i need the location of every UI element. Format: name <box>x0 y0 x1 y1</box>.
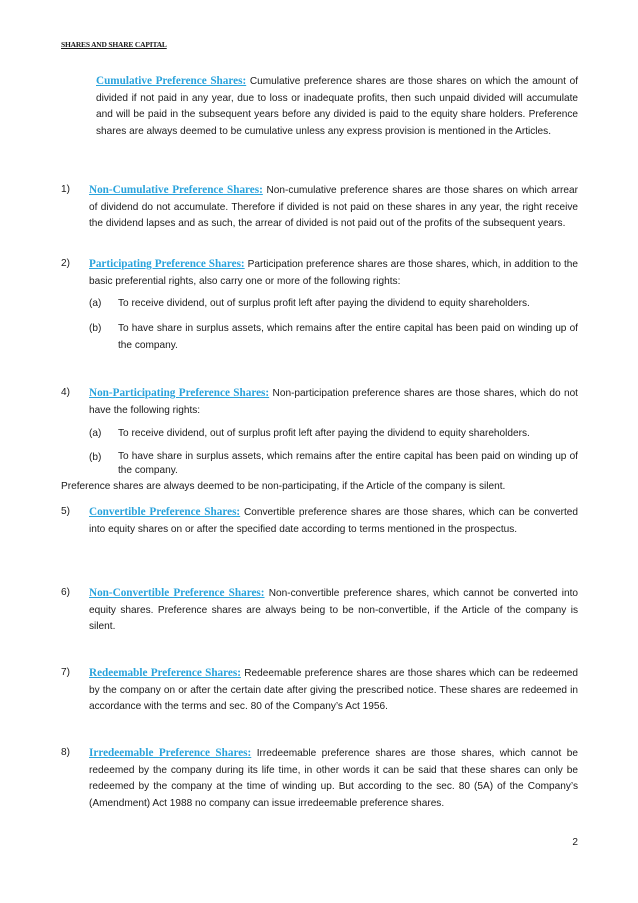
section-number: 5) <box>61 506 70 517</box>
page-header: SHARES AND SHARE CAPITAL <box>61 40 167 49</box>
section-number: 7) <box>61 667 70 678</box>
section-number: 1) <box>61 184 70 195</box>
section-non-convertible <box>89 585 578 636</box>
section-heading: Non-Convertible Preference Shares: <box>89 587 265 599</box>
section-convertible <box>89 504 578 538</box>
section-heading: Convertible Preference Shares: <box>89 506 241 518</box>
section-number: 4) <box>61 387 70 398</box>
section-text: Convertible preference shares are those shares, which can be converted into equity shares on or after the specified date according to terms mentioned in the prospectus. <box>89 507 578 535</box>
section-redeemable <box>89 665 578 716</box>
section-heading: Redeemable Preference Shares: <box>89 667 241 679</box>
item-label: (b) <box>89 452 102 463</box>
section-text: Non-participation preference shares are those shares, which do not have the following rights: <box>89 388 578 416</box>
item-text: To have share in surplus assets, which remains after the entire capital has been paid on winding up of the company. <box>118 323 578 351</box>
section-non-participating <box>89 385 578 419</box>
item-label: (b) <box>89 323 102 334</box>
item-text: To receive dividend, out of surplus profit left after paying the dividend to equity shareholders. <box>118 298 530 309</box>
item-label: (a) <box>89 298 102 309</box>
section-heading: Non-Cumulative Preference Shares: <box>89 184 263 196</box>
item-label: (a) <box>89 428 102 439</box>
section-text: Irredeemable preference shares are those shares, which cannot be redeemed by the company during its life time, in other words it can be said that these shares can only be redeemed by the company at the time of winding up. But according to the sec. 80 (5A) of the Company’s (Amendment) Act 1988 no company can issue irredeemable preference shares. <box>89 748 578 809</box>
section-heading: Participating Preference Shares: <box>89 258 245 270</box>
section-text: Redeemable preference shares are those shares which can be redeemed by the company on or after the certain date after giving the prescribed notice. These shares are redeemed in accordance with the terms and sec. 80 of the Company’s Act 1956. <box>89 668 578 712</box>
section-text: Non-cumulative preference shares are those shares on which arrear of dividend do not accumulate. Therefore if divided is not paid on these shares in any year, the right receive the dividend lapses and as such, the arrear of divided is not paid out of the profits of the subsequent years. <box>89 185 578 229</box>
section-number: 6) <box>61 587 70 598</box>
item-text: To have share in surplus assets, which remains after the entire capital has been paid on winding up of the company. <box>118 451 578 476</box>
item-text: To receive dividend, out of surplus profit left after paying the dividend to equity shareholders. <box>118 428 530 439</box>
section-heading: Cumulative Preference Shares: <box>96 75 247 87</box>
section-number: 8) <box>61 747 70 758</box>
section-text: Non-convertible preference shares, which cannot be converted into equity shares. Preference shares are always being to be non-convertible, if the Article of the company is silent. <box>89 588 578 632</box>
section-heading: Irredeemable Preference Shares: <box>89 747 252 759</box>
section-non-cumulative <box>89 182 578 233</box>
page-number: 2 <box>572 837 578 848</box>
section-irredeemable <box>89 745 578 812</box>
section-participating <box>89 256 578 290</box>
section-note: Preference shares are always deemed to be non-participating, if the Article of the company is silent. <box>61 481 506 492</box>
section-number: 2) <box>61 258 70 269</box>
section-cumulative <box>96 73 578 140</box>
section-heading: Non-Participating Preference Shares: <box>89 387 270 399</box>
section-text: Participation preference shares are those shares, which, in addition to the basic preferential rights, also carry one or more of the following rights: <box>89 259 578 287</box>
section-text: Cumulative preference shares are those shares on which the amount of divided if not paid in any year, due to loss or inadequate profits, then such unpaid divided will accumulate and will be paid in the subsequent years before any divided is paid to the equity share holders. Preference shares are always deemed to be cumulative unless any express provision is mentioned in the Articles. <box>96 76 578 137</box>
